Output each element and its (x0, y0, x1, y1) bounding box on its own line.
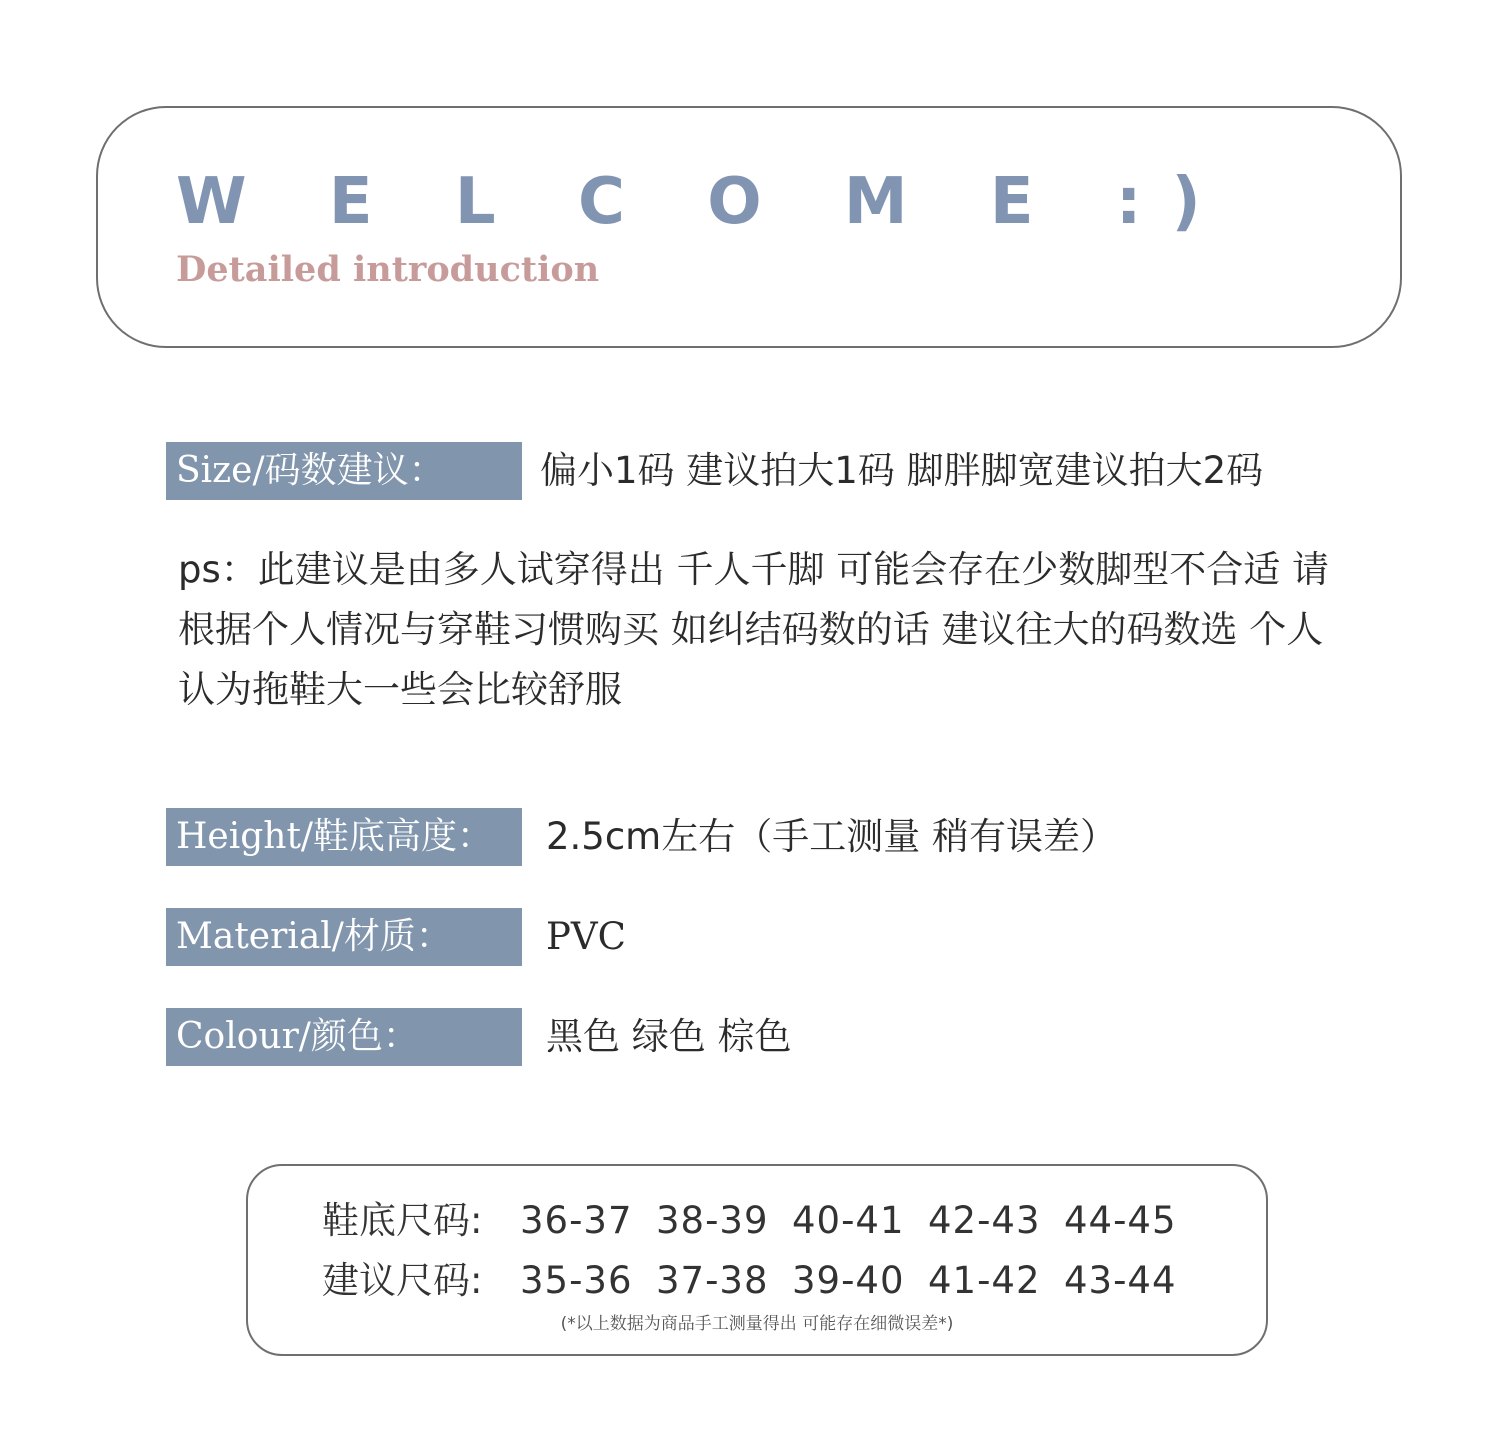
suggested-size-value: 35-36 (520, 1259, 633, 1302)
suggested-size-value: 43-44 (1064, 1259, 1177, 1302)
suggested-size-value: 41-42 (928, 1259, 1041, 1302)
sole-size-value: 36-37 (520, 1199, 633, 1242)
suggested-size-row (322, 1256, 1200, 1306)
height-label-tag: Height/鞋底高度： (166, 808, 522, 866)
material-label-tag: Material/材质： (166, 908, 522, 966)
welcome-title: W E L C O M E :) (176, 165, 1231, 239)
colour-value: 黑色 绿色 棕色 (546, 1015, 792, 1058)
size-label-tag: Size/码数建议： (166, 442, 522, 500)
size-chart-box (246, 1164, 1268, 1356)
suggested-size-value: 39-40 (792, 1259, 905, 1302)
sole-size-value: 38-39 (656, 1199, 769, 1242)
suggested-size-label: 建议尺码: (322, 1259, 483, 1302)
size-chart-note: (*以上数据为商品手工测量得出 可能存在细微误差*) (560, 1314, 954, 1334)
sole-size-value: 42-43 (928, 1199, 1041, 1242)
sole-size-value: 40-41 (792, 1199, 905, 1242)
size-value: 偏小1码 建议拍大1码 脚胖脚宽建议拍大2码 (540, 449, 1264, 492)
ps-note: ps：此建议是由多人试穿得出 千人千脚 可能会存在少数脚型不合适 请根据个人情况与穿鞋习惯购买 如纠结码数的话 建议往大的码数选 个人认为拖鞋大一些会比较舒服 (178, 548, 1330, 711)
height-value: 2.5cm左右（手工测量 稍有误差） (546, 815, 1117, 858)
welcome-header-box (96, 106, 1402, 348)
welcome-subtitle: Detailed introduction (176, 249, 600, 290)
material-value: PVC (546, 915, 626, 958)
sole-size-value: 44-45 (1064, 1199, 1177, 1242)
suggested-size-value: 37-38 (656, 1259, 769, 1302)
sole-size-label: 鞋底尺码: (322, 1199, 483, 1242)
colour-label-tag: Colour/颜色： (166, 1008, 522, 1066)
sole-size-row (322, 1196, 1200, 1246)
